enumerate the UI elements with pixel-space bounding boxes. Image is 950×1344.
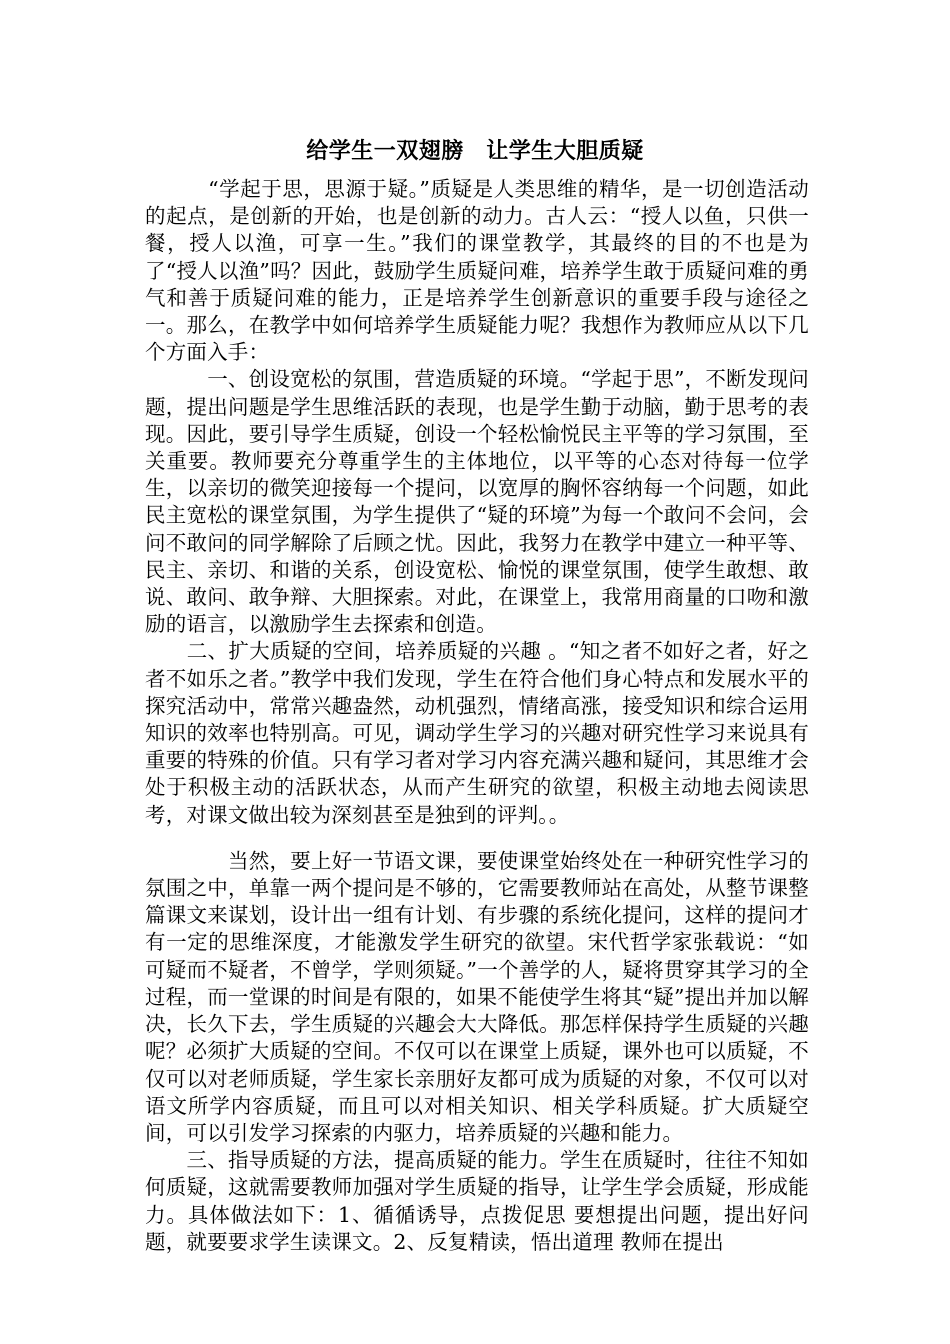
paragraph-section-2-continued: 当然，要上好一节语文课，要使课堂始终处在一种研究性学习的氛围之中，单靠一两个提问是不够的，它需要教师站在高处，从整节课整篇课文来谋划，设计出一组有计划、有步骤的系统化提问，这样的提问才有一定的思维深度，才能激发学生研究的欲望。宋代哲学家张载说：“如可疑而不疑者，不曾学，学则须疑。”一个善学的人，疑将贯穿其学习的全过程，而一堂课的时间是有限的，如果不能使学生将其“疑”提出并加以解决，长久下去，学生质疑的兴趣会大大降低。那怎样保持学生质疑的兴趣呢？必须扩大质疑的空间。不仅可以在课堂上质疑，课外也可以质疑，不仅可以对老师质疑，学生家长亲朋好友都可成为质疑的对象，不仅可以对语文所学内容质疑，而且可以对相关知识、相关学科质疑。扩大质疑空间，可以引发学习探索的内驱力，培养质疑的兴趣和能力。 <box>145 848 809 1145</box>
paragraph-gap <box>145 829 809 848</box>
paragraph-section-3: 三、指导质疑的方法，提高质疑的能力。学生在质疑时，往往不知如何质疑，这就需要教师加强对学生质疑的指导，让学生学会质疑，形成能力。具体做法如下：1、循循诱导，点拨促思 要想提出问题，提出好问题，就要要求学生读课文。2、反复精读，悟出道理 教师在提出 <box>145 1148 809 1254</box>
document-body <box>145 176 809 1256</box>
paragraph-intro: “学起于思，思源于疑。”质疑是人类思维的精华，是一切创造活动的起点，是创新的开始，也是创新的动力。古人云：“授人以鱼，只供一餐，授人以渔，可享一生。”我们的课堂教学，其最终的目的不也是为了“授人以渔”吗？因此，鼓励学生质疑问难，培养学生敢于质疑问难的勇气和善于质疑问难的能力，正是培养学生创新意识的重要手段与途径之一。那么，在教学中如何培养学生质疑能力呢？我想作为教师应从以下几个方面入手： <box>145 177 809 365</box>
paragraph-section-1: 一、创设宽松的氛围，营造质疑的环境。“学起于思”，不断发现问题，提出问题是学生思维活跃的表现，也是学生勤于动脑，勤于思考的表现。因此，要引导学生质疑，创设一个轻松愉悦民主平等的学习氛围，至关重要。教师要充分尊重学生的主体地位，以平等的心态对待每一位学生，以亲切的微笑迎接每一个提问，以宽厚的胸怀容纳每一个问题，如此民主宽松的课堂氛围，为学生提供了“疑的环境”为每一个敢问不会问，会问不敢问的同学解除了后顾之忧。因此，我努力在教学中建立一种平等、民主、亲切、和谐的关系，创设宽松、愉悦的课堂氛围，使学生敢想、敢说、敢问、敢争辩、大胆探索。对此，在课堂上，我常用商量的口吻和激励的语言，以激励学生去探索和创造。 <box>145 367 809 637</box>
document-title: 给学生一双翅膀 让学生大胆质疑 <box>306 138 644 164</box>
paragraph-section-2: 二、扩大质疑的空间，培养质疑的兴趣 。“知之者不如好之者，好之者不如乐之者。”教学中我们发现，学生在符合他们身心特点和发展水平的探究活动中，常常兴趣盎然，动机强烈，情绪高涨，接受知识和综合运用知识的效率也特别高。可见，调动学生学习的兴趣对研究性学习来说具有重要的特殊的价值。只有学习者对学习内容充满兴趣和疑问，其思维才会处于积极主动的活跃状态，从而产生研究的欲望，积极主动地去阅读思考，对课文做出较为深刻甚至是独到的评判。。 <box>145 639 809 827</box>
